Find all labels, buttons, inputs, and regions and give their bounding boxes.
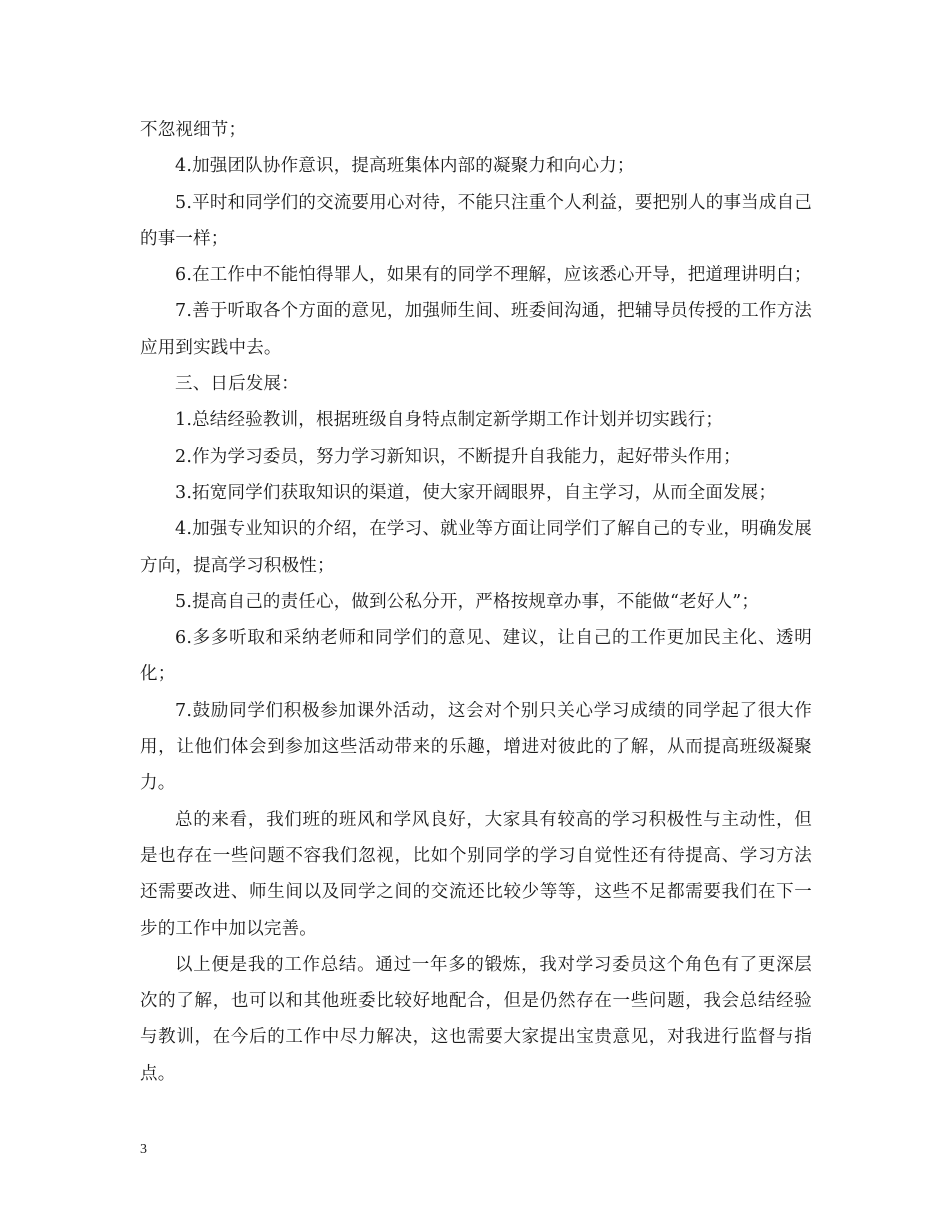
- paragraph-item: 5.平时和同学们的交流要用心对待，不能只注重个人利益，要把别人的事当成自己的事一样；: [140, 192, 812, 249]
- page-number: 3: [140, 1142, 147, 1157]
- paragraph-item: 6.多多听取和采纳老师和同学们的意见、建议，让自己的工作更加民主化、透明化；: [140, 628, 812, 685]
- paragraph-item: 2.作为学习委员，努力学习新知识，不断提升自我能力，起好带头作用；: [175, 446, 741, 467]
- document-body: [140, 112, 812, 1092]
- paragraph-item: 4.加强团队协作意识，提高班集体内部的凝聚力和向心力；: [175, 156, 635, 177]
- paragraph-item: 7.鼓励同学们积极参加课外活动，这会对个别只关心学习成绩的同学起了很大作用，让他们体会到参加这些活动带来的乐趣，增进对彼此的了解，从而提高班级凝聚力。: [140, 700, 812, 794]
- paragraph-item: 7.善于听取各个方面的意见，加强师生间、班委间沟通，把辅导员传授的工作方法应用到实践中去。: [140, 301, 812, 358]
- paragraph-item: 3.拓宽同学们获取知识的渠道，使大家开阔眼界，自主学习，从而全面发展；: [175, 482, 777, 503]
- paragraph-item: 1.总结经验教训，根据班级自身特点制定新学期工作计划并切实践行；: [175, 410, 724, 431]
- paragraph-continuation: 不忽视细节；: [140, 120, 247, 140]
- paragraph-item: 6.在工作中不能怕得罪人，如果有的同学不理解，应该悉心开导，把道理讲明白；: [175, 265, 812, 286]
- paragraph-item: 5.提高自己的责任心，做到公私分开，严格按规章办事，不能做“老好人”；: [175, 591, 760, 612]
- paragraph-item: 4.加强专业知识的介绍，在学习、就业等方面让同学们了解自己的专业，明确发展方向，提高学习积极性；: [140, 519, 812, 576]
- section-heading: 三、日后发展：: [175, 374, 299, 395]
- paragraph-summary: 总的来看，我们班的班风和学风良好，大家具有较高的学习积极性与主动性，但是也存在一些问题不容我们忽视，比如个别同学的学习自觉性还有待提高、学习方法还需要改进、师生间以及同学之间的交流还比较少等等，这些不足都需要我们在下一步的工作中加以完善。: [140, 809, 812, 939]
- paragraph-conclusion: 以上便是我的工作总结。通过一年多的锻炼，我对学习委员这个角色有了更深层次的了解，也可以和其他班委比较好地配合，但是仍然存在一些问题，我会总结经验与教训，在今后的工作中尽力解决，这也需要大家提出宝贵意见，对我进行监督与指点。: [140, 954, 812, 1084]
